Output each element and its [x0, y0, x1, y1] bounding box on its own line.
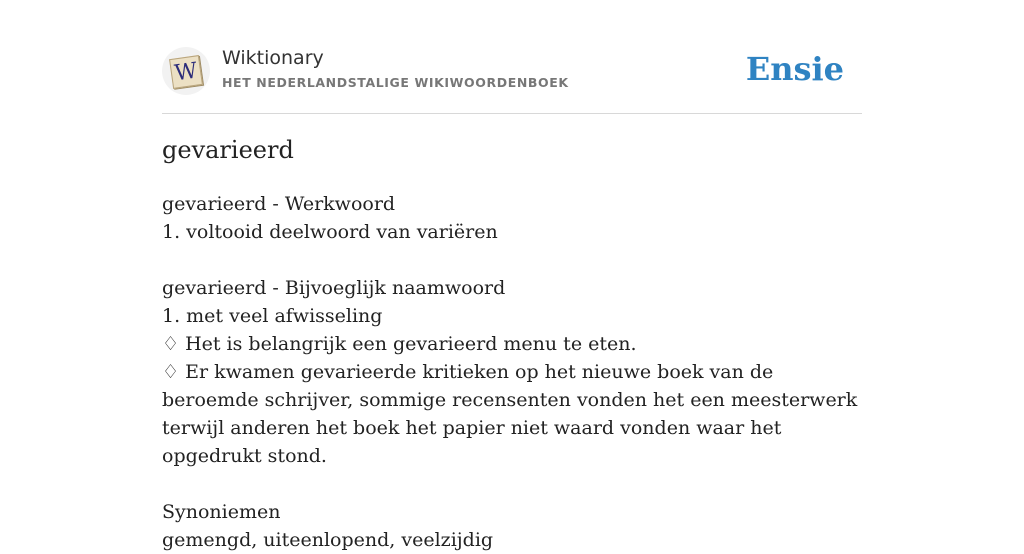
synonyms-heading: Synoniemen [162, 501, 281, 523]
definition-bijvoeglijk-naamwoord-1: 1. met veel afwisseling [162, 305, 383, 327]
spacer [162, 246, 862, 274]
site-header [162, 44, 862, 114]
section-heading-werkwoord: gevarieerd - Werkwoord [162, 193, 396, 215]
page-title: gevarieerd [162, 136, 294, 164]
wiktionary-w-tile-icon: W [169, 55, 203, 89]
section-heading-bijvoeglijk-naamwoord: gevarieerd - Bijvoeglijk naamwoord [162, 277, 506, 299]
wiktionary-logo[interactable] [162, 47, 210, 95]
example-sentence-1: ♢ Het is belangrijk een gevarieerd menu te eten. [162, 333, 637, 355]
spacer [162, 470, 862, 498]
definition-werkwoord-1: 1. voltooid deelwoord van variëren [162, 221, 498, 243]
ensie-brand-logo[interactable]: Ensie [745, 50, 844, 88]
entry-content [162, 190, 862, 554]
site-name[interactable]: Wiktionary [222, 47, 324, 69]
synonyms-list: gemengd, uiteenlopend, veelzijdig [162, 529, 494, 551]
site-tagline: HET NEDERLANDSTALIGE WIKIWOORDENBOEK [222, 75, 569, 90]
example-sentence-2: ♢ Er kwamen gevarieerde kritieken op het nieuwe boek van de beroemde schrijver, sommige recensenten vonden het een meesterwerk terwijl anderen het boek het papier niet waard vonden waar het opgedrukt stond. [162, 361, 858, 467]
